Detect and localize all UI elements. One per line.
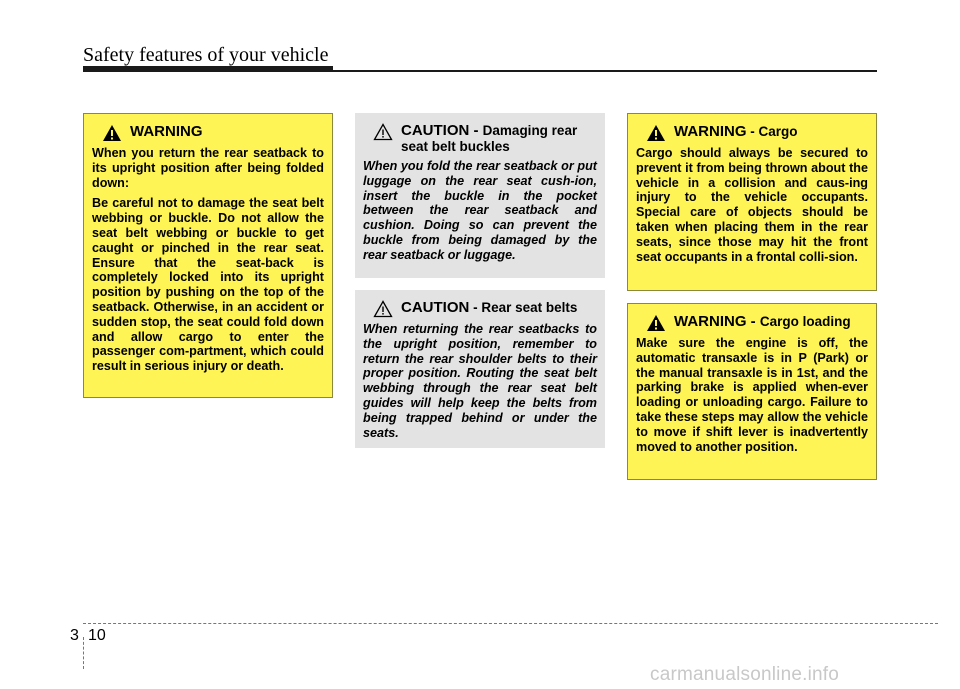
caution-heading xyxy=(363,300,597,318)
warning-title: WARNING - xyxy=(674,313,760,330)
caution-title: CAUTION xyxy=(401,299,470,316)
warning-box-cargo xyxy=(627,113,877,291)
caution-paragraph: When returning the rear seatbacks to the upright position, remember to return the rear shoulder belts to their proper position. Routing the seat belt webbing through the rear seat belt guides will help keep the belts from being trapped behind or under the seats. xyxy=(363,322,597,440)
caution-subtitle: - Rear seat belts xyxy=(469,300,578,315)
page-number: 10 xyxy=(88,627,106,644)
warning-subtitle: Cargo loading xyxy=(759,314,851,329)
header-rule xyxy=(333,70,877,72)
warning-heading xyxy=(92,124,324,142)
warning-box-seatback xyxy=(83,113,333,398)
caution-box-buckles xyxy=(355,113,605,278)
page-section-number: 3 xyxy=(70,627,79,644)
warning-heading xyxy=(636,124,868,142)
warning-triangle-icon xyxy=(646,314,666,332)
warning-paragraph: Be careful not to damage the seat belt webbing or buckle. Do not allow the seat belt webbing or buckle to get caught or pinched in the rear seat. Ensure that the seat-back is completely locked into its upright position by pushing on the top of the seatback. Otherwise, in an accident or sudden stop, the seat could fold down and allow cargo to enter the passenger com-partment, which could result in serious injury or death. xyxy=(92,196,324,374)
caution-triangle-icon xyxy=(373,300,393,318)
caution-triangle-icon xyxy=(373,123,393,141)
footer-rule xyxy=(83,623,938,624)
warning-heading xyxy=(636,314,868,332)
footer-divider xyxy=(83,637,84,669)
warning-subtitle: - Cargo xyxy=(746,124,798,139)
warning-box-cargo-loading xyxy=(627,303,877,480)
caution-title: CAUTION - xyxy=(401,122,483,139)
warning-triangle-icon xyxy=(102,124,122,142)
warning-title: WARNING xyxy=(130,123,203,140)
watermark: carmanualsonline.info xyxy=(650,664,840,685)
caution-heading xyxy=(363,123,597,155)
warning-triangle-icon xyxy=(646,124,666,142)
page-header-title: Safety features of your vehicle xyxy=(83,44,329,66)
header-bar xyxy=(83,66,333,72)
caution-box-rear-belts xyxy=(355,290,605,448)
warning-paragraph: Cargo should always be secured to prevent it from being thrown about the vehicle in a collision and caus-ing injury to the vehicle occupants. Special care of objects should be taken when placing them in the rear seats, since those may hit the front seat occupants in a frontal colli-sion. xyxy=(636,146,868,264)
warning-paragraph: Make sure the engine is off, the automatic transaxle is in P (Park) or the manual transaxle is in 1st, and the parking brake is applied when-ever loading or unloading cargo. Failure to take these steps may allow the vehicle to move if shift lever is inadvertently moved to another position. xyxy=(636,336,868,454)
caution-subtitle: Damaging rear seat belt buckles xyxy=(401,123,578,154)
warning-paragraph: When you return the rear seatback to its upright position after being folded down: xyxy=(92,146,324,190)
caution-paragraph: When you fold the rear seatback or put luggage on the rear seat cush-ion, insert the buckle in the pocket between the rear seatback and cushion. Doing so can prevent the buckle from being damaged by the rear seatback or luggage. xyxy=(363,159,597,262)
warning-title: WARNING xyxy=(674,123,747,140)
